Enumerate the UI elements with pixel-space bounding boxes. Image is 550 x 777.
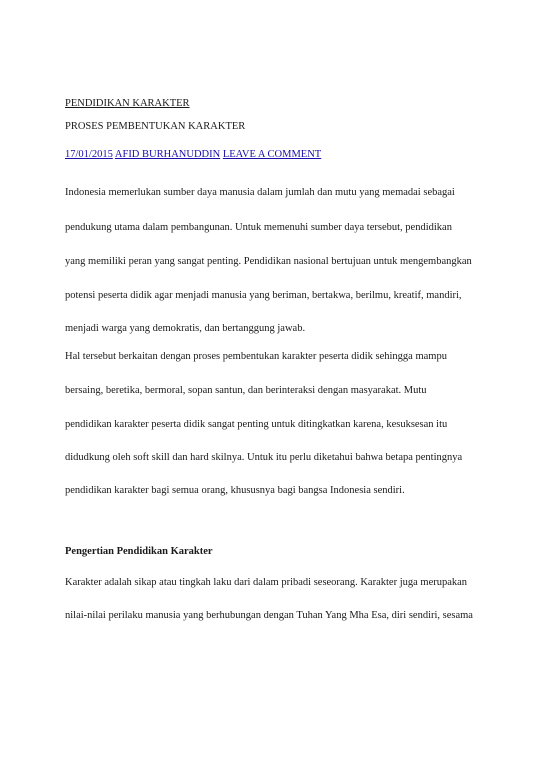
- paragraph-line: pendidikan karakter bagi semua orang, khususnya bagi bangsa Indonesia sendiri.: [65, 485, 405, 496]
- paragraph-line: Indonesia memerlukan sumber daya manusia dalam jumlah dan mutu yang memadai sebagai: [65, 187, 455, 198]
- paragraph-line: bersaing, beretika, bermoral, sopan santun, dan berinteraksi dengan masyarakat. Mutu: [65, 385, 427, 396]
- paragraph-line: yang memiliki peran yang sangat penting. Pendidikan nasional bertujuan untuk mengembangkan: [65, 256, 472, 267]
- author-link[interactable]: AFID BURHANUDDIN: [114, 149, 221, 160]
- section-heading: Pengertian Pendidikan Karakter: [65, 546, 213, 557]
- paragraph-line: Karakter adalah sikap atau tingkah laku dari dalam pribadi seseorang. Karakter juga merupakan: [65, 577, 468, 588]
- paragraph-line: pendukung utama dalam pembangunan. Untuk memenuhi sumber daya tersebut, pendidikan: [65, 222, 452, 233]
- paragraph-line: menjadi warga yang demokratis, dan bertanggung jawab.: [65, 323, 306, 334]
- paragraph-line: potensi peserta didik agar menjadi manusia yang beriman, bertakwa, berilmu, kreatif, mandiri,: [65, 290, 462, 301]
- paragraph-line: Hal tersebut berkaitan dengan proses pembentukan karakter peserta didik sehingga mampu: [65, 351, 447, 362]
- article-subtitle: PROSES PEMBENTUKAN KARAKTER: [65, 121, 246, 132]
- article-title: PENDIDIKAN KARAKTER: [65, 98, 190, 109]
- paragraph-line: nilai-nilai perilaku manusia yang berhubungan dengan Tuhan Yang Mha Esa, diri sendiri, sesama: [65, 610, 473, 621]
- leave-comment-link[interactable]: LEAVE A COMMENT: [222, 149, 322, 160]
- article-meta: [65, 148, 321, 161]
- post-date-link[interactable]: 17/01/2015: [65, 149, 113, 160]
- paragraph-line: didudkung oleh soft skill dan hard skilnya. Untuk itu perlu diketahui bahwa betapa pentingnya: [65, 452, 463, 463]
- paragraph-line: pendidikan karakter peserta didik sangat penting untuk ditingkatkan karena, kesuksesan itu: [65, 419, 448, 430]
